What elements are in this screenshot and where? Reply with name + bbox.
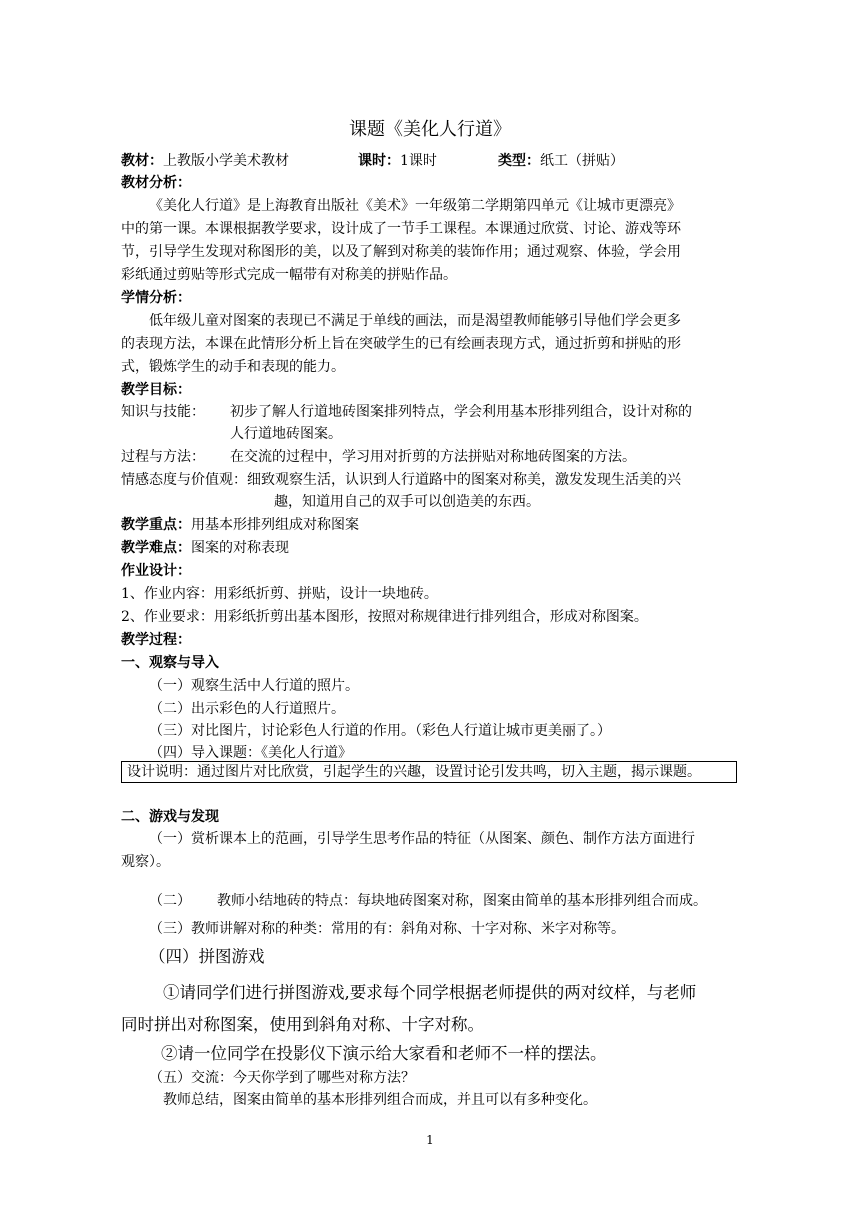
design-note: 设计说明：通过图片对比欣赏，引起学生的兴趣，设置讨论引发共鸣，切入主题，揭示课题。 bbox=[127, 764, 701, 780]
list-item: （三）教师讲解对称的种类：常用的有：斜角对称、十字对称、米字对称等。 bbox=[149, 921, 625, 937]
list-item-number: （二） bbox=[149, 893, 191, 909]
paragraph-line: 在交流的过程中，学习用对折剪的方法拼贴对称地砖图案的方法。 bbox=[230, 449, 636, 465]
list-item: （四）拼图游戏 bbox=[149, 947, 265, 966]
list-item: （二）出示彩色的人行道照片。 bbox=[149, 701, 345, 717]
difficult-point-text: 图案的对称表现 bbox=[191, 540, 289, 556]
material-info bbox=[121, 151, 289, 171]
difficult-point bbox=[121, 538, 289, 558]
emotion-label: 情感态度与价值观： bbox=[121, 472, 247, 488]
homework-item: 1、作业内容：用彩纸折剪、拼贴，设计一块地砖。 bbox=[121, 586, 438, 602]
part2-heading: 二、游戏与发现 bbox=[121, 809, 219, 825]
material-label: 教材： bbox=[121, 153, 163, 169]
paragraph-line: 彩纸通过剪贴等形式完成一幅带有对称美的拼贴作品。 bbox=[121, 267, 457, 283]
list-item: （五）交流：今天你学到了哪些对称方法？ bbox=[149, 1070, 415, 1086]
knowledge-label: 知识与技能： bbox=[121, 404, 205, 420]
page-title: 课题《美化人行道》 bbox=[349, 119, 511, 140]
difficult-point-label: 教学难点： bbox=[121, 540, 191, 556]
paragraph-line: 的表现方法，本课在此情形分析上旨在突破学生的已有绘画表现方式，通过折剪和拼贴的形 bbox=[121, 336, 681, 352]
summary-text: 教师总结，图案由简单的基本形排列组合而成，并且可以有多种变化。 bbox=[163, 1092, 597, 1108]
key-point-text: 用基本形排列组成对称图案 bbox=[191, 517, 359, 533]
hours-label: 课时： bbox=[358, 153, 400, 169]
list-item-continuation: 观察）。 bbox=[121, 854, 170, 870]
hours-value: 1课时 bbox=[400, 153, 437, 169]
paragraph-line: 细致观察生活，认识到人行道路中的图案对称美，激发发现生活美的兴 bbox=[247, 472, 681, 488]
homework-item: 2、作业要求：用彩纸折剪出基本图形，按照对称规律进行排列组合，形成对称图案。 bbox=[121, 609, 648, 625]
game-line: 同时拼出对称图案，使用到斜角对称、十字对称。 bbox=[121, 1015, 484, 1034]
material-analysis-heading: 教材分析： bbox=[121, 175, 191, 191]
game-line: ②请一位同学在投影仪下演示给大家看和老师不一样的摆法。 bbox=[161, 1044, 607, 1063]
type-value: 纸工（拼贴） bbox=[540, 153, 624, 169]
paragraph-line: 节，引导学生发现对称图形的美，以及了解到对称美的装饰作用；通过观察、体验，学会用 bbox=[121, 244, 681, 260]
paragraph-line: 式，锻炼学生的动手和表现的能力。 bbox=[121, 359, 345, 375]
key-point-label: 教学重点： bbox=[121, 517, 191, 533]
list-item: 教师小结地砖的特点：每块地砖图案对称，图案由简单的基本形排列组合而成。 bbox=[217, 893, 707, 909]
process-label: 过程与方法： bbox=[121, 449, 205, 465]
paragraph-line: 初步了解人行道地砖图案排列特点，学会利用基本形排列组合，设计对称的 bbox=[230, 404, 692, 420]
list-item: （一）赏析课本上的范画，引导学生思考作品的特征（从图案、颜色、制作方法方面进行 bbox=[149, 831, 695, 847]
material-value: 上教版小学美术教材 bbox=[163, 153, 289, 169]
game-line: ①请同学们进行拼图游戏,要求每个同学根据老师提供的两对纹样，与老师 bbox=[163, 983, 697, 1002]
page-number: 1 bbox=[426, 1133, 434, 1147]
hours-info bbox=[358, 151, 437, 171]
type-info bbox=[498, 151, 624, 171]
homework-heading: 作业设计： bbox=[121, 563, 191, 579]
list-item: （四）导入课题：《美化人行道》 bbox=[149, 745, 352, 761]
paragraph-line: 低年级儿童对图案的表现已不满足于单线的画法，而是渴望教师能够引导他们学会更多 bbox=[149, 313, 681, 329]
type-label: 类型： bbox=[498, 153, 540, 169]
student-analysis-heading: 学情分析： bbox=[121, 290, 191, 306]
process-heading: 教学过程： bbox=[121, 632, 191, 648]
paragraph-line: 中的第一课。本课根据教学要求，设计成了一节手工课程。本课通过欣赏、讨论、游戏等环 bbox=[121, 221, 681, 237]
paragraph-line: 《美化人行道》是上海教育出版社《美术》一年级第二学期第四单元《让城市更漂亮》 bbox=[149, 198, 681, 214]
paragraph-line: 人行道地砖图案。 bbox=[230, 426, 342, 442]
key-point bbox=[121, 515, 359, 535]
list-item: （一）观察生活中人行道的照片。 bbox=[149, 678, 359, 694]
list-item: （三）对比图片，讨论彩色人行道的作用。（彩色人行道让城市更美丽了。） bbox=[149, 723, 611, 739]
part1-heading: 一、观察与导入 bbox=[121, 655, 219, 671]
objectives-heading: 教学目标： bbox=[121, 382, 191, 398]
paragraph-line: 趣，知道用自己的双手可以创造美的东西。 bbox=[274, 494, 540, 510]
